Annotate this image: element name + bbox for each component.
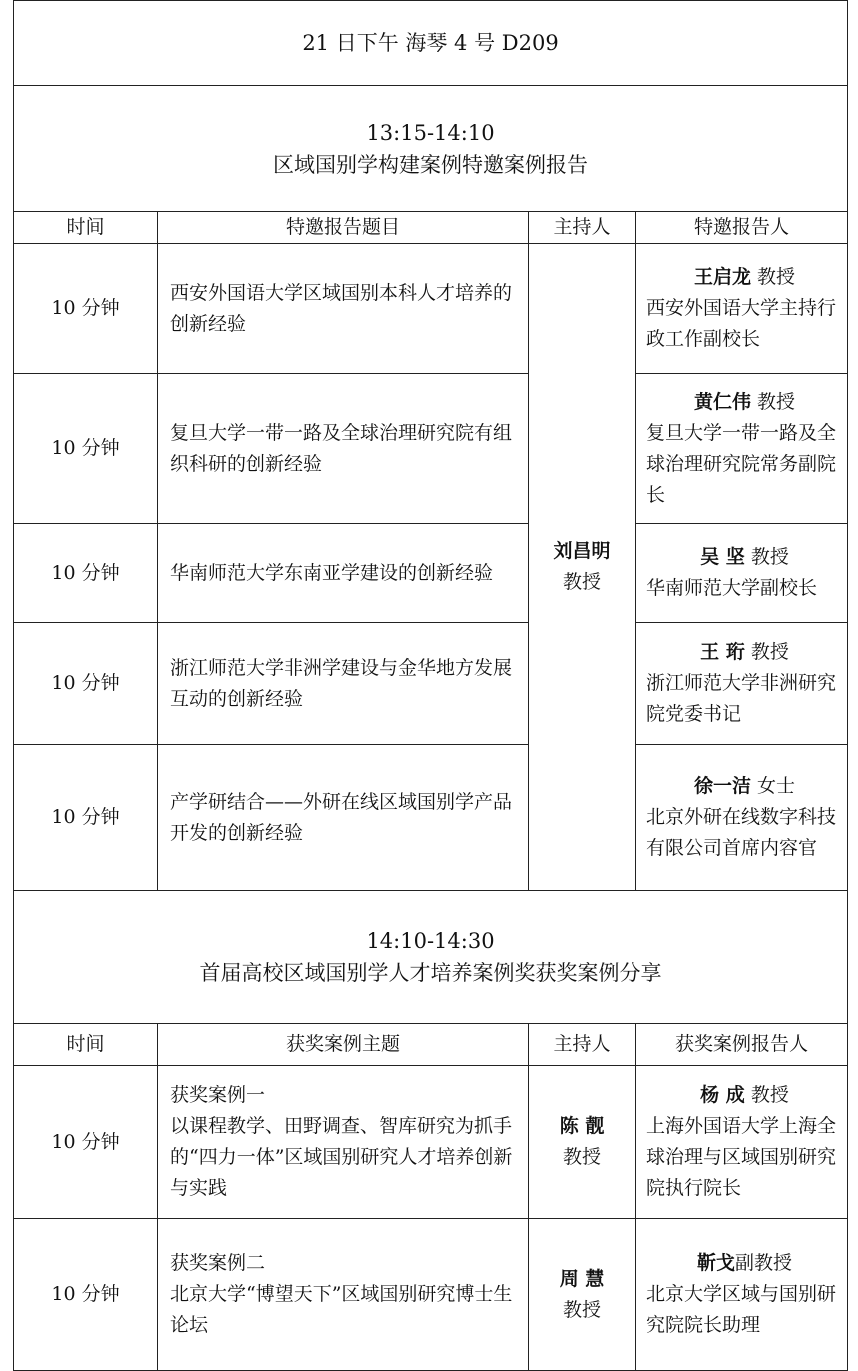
speaker-org: 复旦大学一带一路及全球治理研究院常务副院长: [646, 421, 837, 506]
host-cell: [529, 1066, 636, 1219]
speaker-org: 上海外国语大学上海全球治理与区域国别研究院执行院长: [646, 1115, 837, 1199]
row-time: 10 分钟: [14, 1219, 158, 1371]
speaker-cell: [636, 1219, 848, 1371]
host-cell: [529, 244, 636, 891]
case-topic: 以课程教学、田野调查、智库研究为抓手的“四力一体”区域国别研究人才培养创新与实践: [170, 1115, 513, 1199]
section2-title: 首届高校区域国别学人才培养案例奖获奖案例分享: [199, 961, 662, 985]
row-time: 10 分钟: [14, 623, 158, 745]
speaker-title: 女士: [750, 775, 796, 797]
speaker-name: 靳戈: [696, 1252, 735, 1274]
row-topic: 产学研结合——外研在线区域国别学产品开发的创新经验: [158, 745, 529, 891]
column-header-host: 主持人: [529, 1024, 636, 1066]
table-row: [14, 524, 848, 623]
column-header-speaker: 获奖案例报告人: [636, 1024, 848, 1066]
section1-title: 区域国别学构建案例特邀案例报告: [273, 152, 588, 177]
speaker-title: 副教授: [735, 1252, 793, 1274]
row-time: 10 分钟: [14, 524, 158, 623]
speaker-name: 吴 坚: [700, 546, 745, 568]
speaker-title: 教授: [750, 390, 796, 413]
row-topic: 华南师范大学东南亚学建设的创新经验: [158, 524, 529, 623]
case-label: 获奖案例一: [170, 1084, 266, 1106]
column-header-host: 主持人: [529, 212, 636, 244]
column-header-topic: 获奖案例主题: [158, 1024, 529, 1066]
row-topic: 浙江师范大学非洲学建设与金华地方发展互动的创新经验: [158, 623, 529, 745]
table-row: [14, 745, 848, 891]
host-title: 教授: [562, 571, 601, 593]
row-time: 10 分钟: [14, 1066, 158, 1219]
speaker-title: 教授: [750, 266, 796, 288]
speaker-name: 王启龙: [693, 266, 751, 288]
column-header-time: 时间: [14, 212, 158, 244]
speaker-cell: [636, 374, 848, 524]
row-time: 10 分钟: [14, 745, 158, 891]
speaker-name: 黄仁伟: [693, 390, 751, 413]
table-row: [14, 1219, 848, 1371]
speaker-org: 浙江师范大学非洲研究院党委书记: [646, 672, 837, 725]
section2-heading: [14, 891, 848, 1024]
case-topic: 北京大学“博望天下”区域国别研究博士生论坛: [170, 1283, 513, 1336]
speaker-name: 杨 成: [700, 1084, 745, 1106]
speaker-cell: [636, 745, 848, 891]
host-cell: [529, 1219, 636, 1371]
row-topic: [158, 1066, 529, 1219]
host-name: 刘昌明: [553, 540, 611, 562]
host-title: 教授: [562, 1298, 601, 1321]
section2-time-range: 14:10-14:30: [366, 929, 495, 953]
speaker-name: 王 珩: [700, 641, 745, 663]
column-header-speaker: 特邀报告人: [636, 212, 848, 244]
table-row: [14, 374, 848, 524]
session-header: 21 日下午 海琴 4 号 D209: [14, 1, 848, 86]
host-name: 周 慧: [559, 1267, 605, 1290]
host-name: 陈 靓: [559, 1115, 605, 1137]
section1-heading: [14, 86, 848, 212]
case-label: 获奖案例二: [170, 1252, 266, 1274]
row-time: 10 分钟: [14, 244, 158, 374]
speaker-cell: [636, 524, 848, 623]
schedule-table: [13, 0, 848, 1371]
speaker-org: 北京外研在线数字科技有限公司首席内容官: [646, 806, 837, 859]
speaker-title: 教授: [744, 1084, 789, 1106]
row-topic: 复旦大学一带一路及全球治理研究院有组织科研的创新经验: [158, 374, 529, 524]
row-topic: 西安外国语大学区域国别本科人才培养的创新经验: [158, 244, 529, 374]
section1-time-range: 13:15-14:10: [366, 120, 495, 145]
table-row: [14, 1066, 848, 1219]
speaker-title: 教授: [744, 641, 789, 663]
speaker-org: 北京大学区域与国别研究院院长助理: [646, 1283, 837, 1336]
speaker-cell: [636, 1066, 848, 1219]
speaker-name: 徐一洁: [693, 775, 751, 797]
host-title: 教授: [562, 1146, 601, 1168]
row-topic: [158, 1219, 529, 1371]
speaker-org: 西安外国语大学主持行政工作副校长: [646, 297, 837, 350]
speaker-org: 华南师范大学副校长: [646, 577, 818, 599]
speaker-cell: [636, 244, 848, 374]
column-header-time: 时间: [14, 1024, 158, 1066]
row-time: 10 分钟: [14, 374, 158, 524]
speaker-cell: [636, 623, 848, 745]
speaker-title: 教授: [744, 546, 789, 568]
table-row: [14, 244, 848, 374]
column-header-topic: 特邀报告题目: [158, 212, 529, 244]
table-row: [14, 623, 848, 745]
